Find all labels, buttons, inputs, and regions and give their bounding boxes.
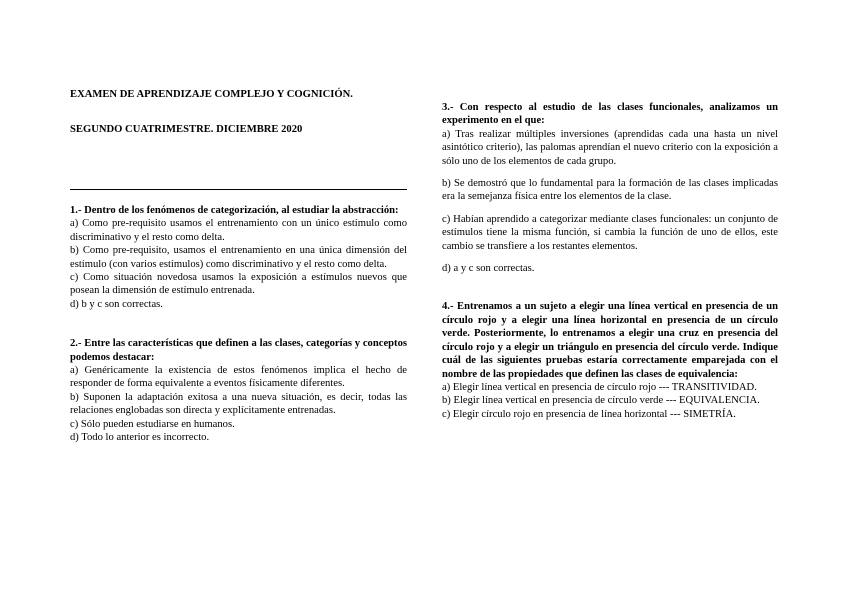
question-1-option-a: a) Como pre-requisito usamos el entrenamiento con un único estímulo como discriminativo y el resto como delta. [70,218,407,243]
question-2-option-b: b) Suponen la adaptación exitosa a una nueva situación, es decir, todas las relaciones englobadas son directa y explícitamente entrenadas. [70,391,407,417]
question-3-option-b: b) Se demostró que lo fundamental para la formación de las clases implicadas era la semejanza física entre los elementos de la clase. [442,178,778,203]
question-4-option-c: c) Elegir círculo rojo en presencia de línea horizontal --- SIMETRÍA. [442,408,736,420]
question-4-option-a: a) Elegir línea vertical en presencia de círculo rojo --- TRANSITIVIDAD. [442,381,757,393]
question-2-title: 2.- Entre las características que definen a las clases, categorías y conceptos podemos destacar: [70,338,407,363]
question-2 [70,337,407,444]
question-2-option-d: d) Todo lo anterior es incorrecto. [70,432,210,444]
question-1 [70,204,407,311]
question-1-title: 1.- Dentro de los fenómenos de categorización, al estudiar la abstracción: [70,205,399,216]
header-divider [70,189,407,190]
question-4-title: 4.- Entrenamos a un sujeto a elegir una línea vertical en presencia de un círculo rojo y a elegir una línea horizontal en presencia de un círculo verde. Posteriormente, lo entrenamos a elegir una cruz en presencia del círculo rojo y a elegir un triángulo en presencia del círculo verde. Indique cuál de las siguientes pruebas estaría correctamente emparejada con el nombre de las propiedades que definen las clases de equivalencia: [442,301,778,380]
exam-subtitle: SEGUNDO CUATRIMESTRE. DICIEMBRE 2020 [70,124,303,135]
question-2-option-a: a) Genéricamente la existencia de estos fenómenos implica el hecho de responder de forma equivalente a eventos físicamente diferentes. [70,365,407,390]
question-3-option-c: c) Habían aprendido a categorizar mediante clases funcionales: un conjunto de estímulos tiene la misma función, si cambia la función de uno de ellos, este cambio se transfiere a los restantes elementos. [442,213,778,252]
question-3 [442,101,778,275]
exam-title: EXAMEN DE APRENDIZAJE COMPLEJO Y COGNICIÓN. [70,89,353,100]
question-1-option-b: b) Como pre-requisito, usamos el entrenamiento en una única dimensión del estímulo (con varios estímulos) como discriminativo y el resto como delta. [70,245,407,270]
right-column [442,101,778,421]
question-3-option-d: d) a y c son correctas. [442,263,535,275]
question-2-option-c: c) Sólo pueden estudiarse en humanos. [70,418,235,430]
question-3-title: 3.- Con respecto al estudio de las clases funcionales, analizamos un experimento en el que: [442,102,778,127]
question-4-option-b: b) Elegir línea vertical en presencia de círculo verde --- EQUIVALENCIA. [442,395,760,407]
question-1-option-c: c) Como situación novedosa usamos la exposición a estímulos nuevos que posean la dimensión de estímulo entrenada. [70,272,407,297]
question-4 [442,300,778,421]
left-column [70,88,407,445]
question-3-option-a: a) Tras realizar múltiples inversiones (aprendidas cada una hasta un nivel asintótico criterio), las palomas aprendían el nuevo criterio con la exposición a sólo uno de los elementos de cada grupo. [442,128,778,167]
question-1-option-d: d) b y c son correctas. [70,298,163,310]
